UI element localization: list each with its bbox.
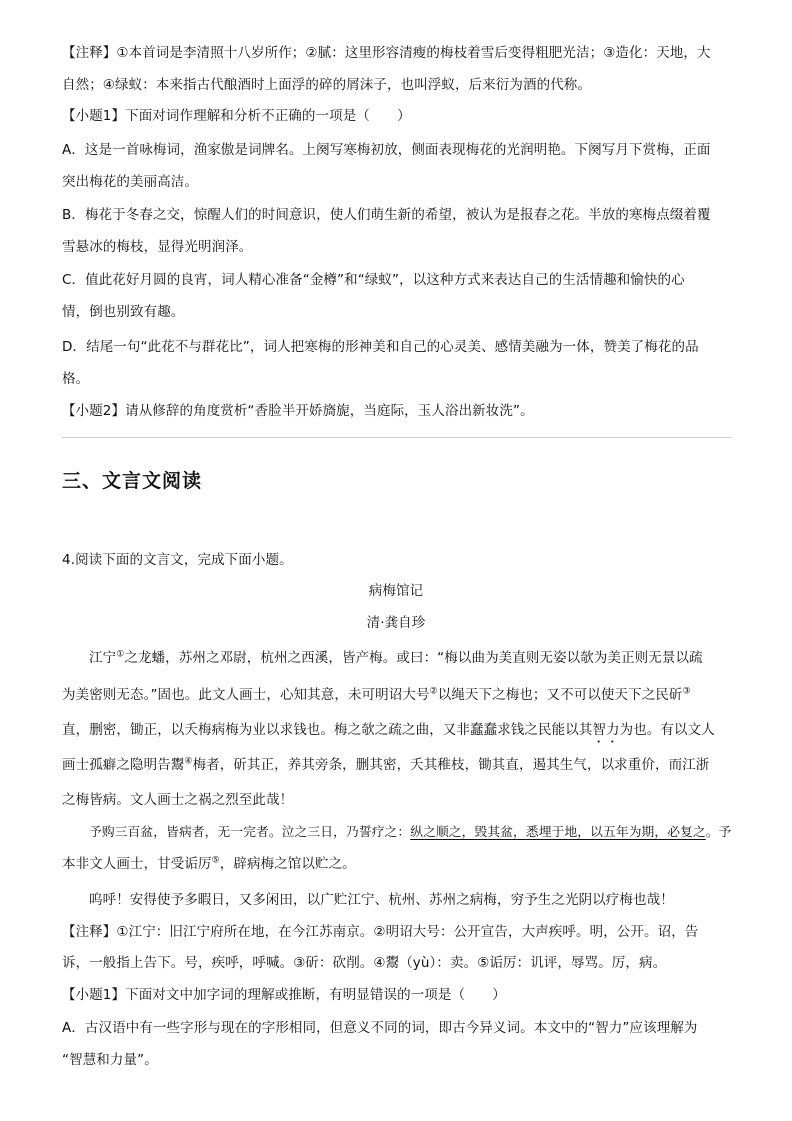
- essay-option-a-line-1: A．古汉语中有一些字形与现在的字形相同，但意义不同的词，即古今异义词。本文中的“智力”应该理解为: [62, 1020, 698, 1036]
- essay-paragraph-2-line-2: 本非文人画士，甘受诟厉⑤，辟病梅之馆以贮之。: [62, 855, 356, 872]
- section-divider: [62, 437, 732, 438]
- footnote-marker: ③: [682, 686, 691, 697]
- section-heading: 三、文言文阅读: [62, 470, 203, 492]
- poem-question-2: 【小题2】请从修辞的角度赏析“香脸半开娇旖旎，当庭际，玉人浴出新妆洗”。: [62, 403, 534, 419]
- classical-intro: 4.阅读下面的文言文，完成下面小题。: [62, 552, 293, 568]
- essay-note-line-2: 诉，一般指上告下。号，疾呼，呼喊。③斫：砍削。④鬻（yù）：卖。⑤诟厉：讥评，辱骂。厉，病。: [62, 955, 667, 971]
- footnote-marker: ①: [116, 649, 125, 660]
- footnote-marker: ⑤: [211, 855, 220, 866]
- essay-paragraph-1-line-4: 画士孤癖之隐明告鬻④梅者，斫其正，养其旁条，删其密，夭其稚枝，锄其直，遏其生气，以求重价，而江浙: [62, 756, 710, 773]
- poem-option-a-line-1: A．这是一首咏梅词，渔家傲是词牌名。上阕写寒梅初放，侧面表现梅花的光润明艳。下阕写月下赏梅，正面: [62, 142, 711, 158]
- essay-option-a-line-2: “智慧和力量”。: [62, 1052, 158, 1068]
- essay-note-line-1: 【注释】①江宁：旧江宁府所在地，在今江苏南京。②明诏大号：公开宣告，大声疾呼。明，公开。诏，告: [62, 924, 699, 940]
- poem-option-c-line-1: C．值此花好月圆的良宵，词人精心准备“金樽”和“绿蚁”，以这种方式来表达自己的生活情趣和愉快的心: [62, 272, 685, 288]
- essay-paragraph-3: 呜呼！安得使予多暇日，又多闲田，以广贮江宁、杭州、苏州之病梅，穷予生之光阴以疗梅也哉！: [89, 892, 674, 908]
- essay-paragraph-1-line-1: 江宁①之龙蟠，苏州之邓尉，杭州之西溪，皆产梅。或曰：“梅以曲为美直则无姿以欹为美正则无景以疏: [89, 649, 703, 666]
- emphasized-word: 智力: [592, 722, 620, 738]
- poem-option-d-line-2: 格。: [62, 371, 90, 387]
- poem-option-a-line-2: 突出梅花的美丽高洁。: [62, 174, 198, 190]
- essay-author: 清·龚自珍: [366, 615, 426, 631]
- poem-option-c-line-2: 情，倒也别致有趣。: [62, 304, 185, 320]
- underlined-sentence: 纵之顺之，毁其盆，悉埋于地，以五年为期，必复之: [410, 825, 706, 840]
- essay-paragraph-1-line-2: 为美密则无态。”固也。此文人画士，心知其意，未可明诏大号②以绳天下之梅也；又不可以使天下之民斫③: [62, 686, 691, 703]
- footnote-marker: ④: [184, 756, 193, 767]
- poem-option-b-line-2: 雪悬冰的梅枝，显得光明润泽。: [62, 239, 253, 255]
- essay-question-1-stem: 【小题1】下面对文中加字词的理解或推断，有明显错误的一项是（ ）: [62, 987, 506, 1003]
- essay-title: 病梅馆记: [368, 583, 424, 599]
- poem-question-1-stem: 【小题1】下面对词作理解和分析不正确的一项是（ ）: [62, 108, 411, 124]
- essay-paragraph-2-line-1: 予购三百盆，皆病者，无一完者。泣之三日，乃誓疗之：纵之顺之，毁其盆，悉埋于地，以五年为期，必复之。予: [89, 825, 732, 840]
- essay-paragraph-1-line-3: 直，删密，锄正，以夭梅病梅为业以求钱也。梅之欹之疏之曲，又非蠢蠢求钱之民能以其智力为也。有以文人: [62, 722, 715, 738]
- essay-paragraph-1-line-5: 之梅皆病。文人画士之祸之烈至此哉！: [62, 792, 294, 808]
- footnote-marker: ②: [429, 686, 438, 697]
- poem-note-line-1: 【注释】①本首词是李清照十八岁所作；②腻：这里形容清瘦的梅枝着雪后变得粗肥光洁；③造化：天地，大: [62, 45, 711, 61]
- poem-note-line-2: 自然；④绿蚁：本来指古代酿酒时上面浮的碎的屑沫子，也叫浮蚁，后来衍为酒的代称。: [62, 77, 592, 93]
- poem-option-d-line-1: D．结尾一句“此花不与群花比”，词人把寒梅的形神美和自己的心灵美、感情美融为一体，赞美了梅花的品: [62, 339, 699, 355]
- poem-option-b-line-1: B．梅花于冬春之交，惊醒人们的时间意识，使人们萌生新的希望，被认为是报春之花。半放的寒梅点缀着覆: [62, 207, 711, 223]
